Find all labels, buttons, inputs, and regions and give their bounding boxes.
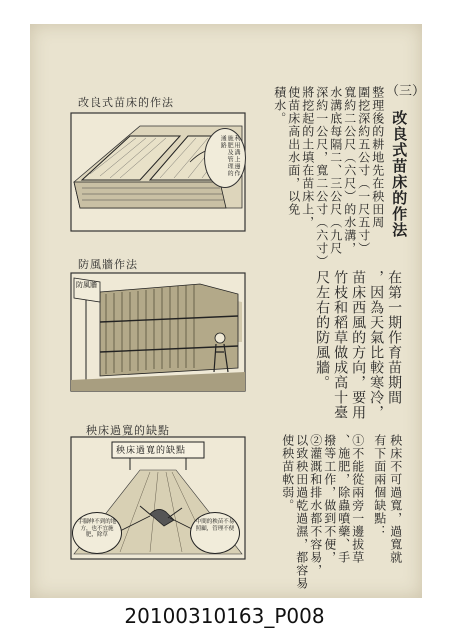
body-line: 將挖起的土填在苗床上， (300, 86, 315, 229)
windbreak-sign-label: 防風牆 (76, 281, 97, 289)
wide-bed-line: ①不能從兩旁一邊拔草 (350, 434, 365, 564)
body-line: 使苗床高出水面，以免 (286, 86, 301, 216)
wide-bed-line: 有下面兩個缺點： (372, 434, 387, 538)
body-line: 整理後的耕地先在秧田周 (370, 86, 385, 229)
left-bubble-text: 手腳伸不到的地方，也不宜施肥，除草 (77, 519, 117, 539)
windbreak-line: 尺左右的防風牆。 (314, 270, 331, 390)
caption-wide-bed: 秧床過寬的缺點 (86, 424, 170, 437)
body-line: 圍挖深約五公寸（一尺五寸） (356, 86, 371, 255)
wide-bed-line: 秧床不可過寬，過寬就 (388, 434, 403, 564)
caption-windbreak: 防風牆作法 (78, 258, 138, 271)
caption-improved-bed: 改良式苗床的作法 (78, 96, 174, 109)
body-line: 積水。 (272, 86, 287, 125)
body-line: 水溝底每隔二、三公尺（九尺 (328, 86, 343, 255)
wide-bed-line: 撥等工作，做到不便， (322, 434, 337, 564)
windbreak-line: ，因為天氣比較寒冷， (368, 270, 385, 420)
wide-bed-line: 、施肥，除蟲噴藥、手 (336, 434, 351, 564)
section-number: （三） (386, 84, 426, 99)
windbreak-illustration (70, 272, 246, 392)
left-bubble (72, 512, 122, 554)
wide-bed-line: 以致秧田過乾過濕，都容易 (294, 434, 309, 590)
bed-note-text: 利用溝上邊作施肥及管理的通路 (219, 135, 240, 177)
scanned-page (30, 24, 426, 598)
bed-note-bubble (204, 128, 246, 188)
section-title: 改良式苗床的作法 (390, 110, 409, 238)
windbreak-line: 竹枝和稻草做成高十臺 (332, 270, 349, 420)
image-id-label: 20100310163_P008 (124, 604, 325, 628)
right-bubble-text: 中間的秧苗不易照顧，管理不便 (195, 519, 235, 532)
wide-bed-line: 使秧苗軟弱。 (280, 434, 295, 512)
right-bubble (190, 512, 240, 554)
windbreak-line: 在第一期作育苗期間 (386, 270, 403, 405)
windbreak-line: 苗床西風的方向，要用 (350, 270, 367, 420)
wide-bed-banner: 秧床過寬的缺點 (116, 446, 187, 456)
wide-bed-line: ②灌溉和排水都不容易， (308, 434, 323, 577)
body-line: 寬約二公尺（六尺）的水溝， (342, 86, 357, 255)
body-line: 深約一公尺，寬二公寸（六寸） (314, 86, 329, 268)
